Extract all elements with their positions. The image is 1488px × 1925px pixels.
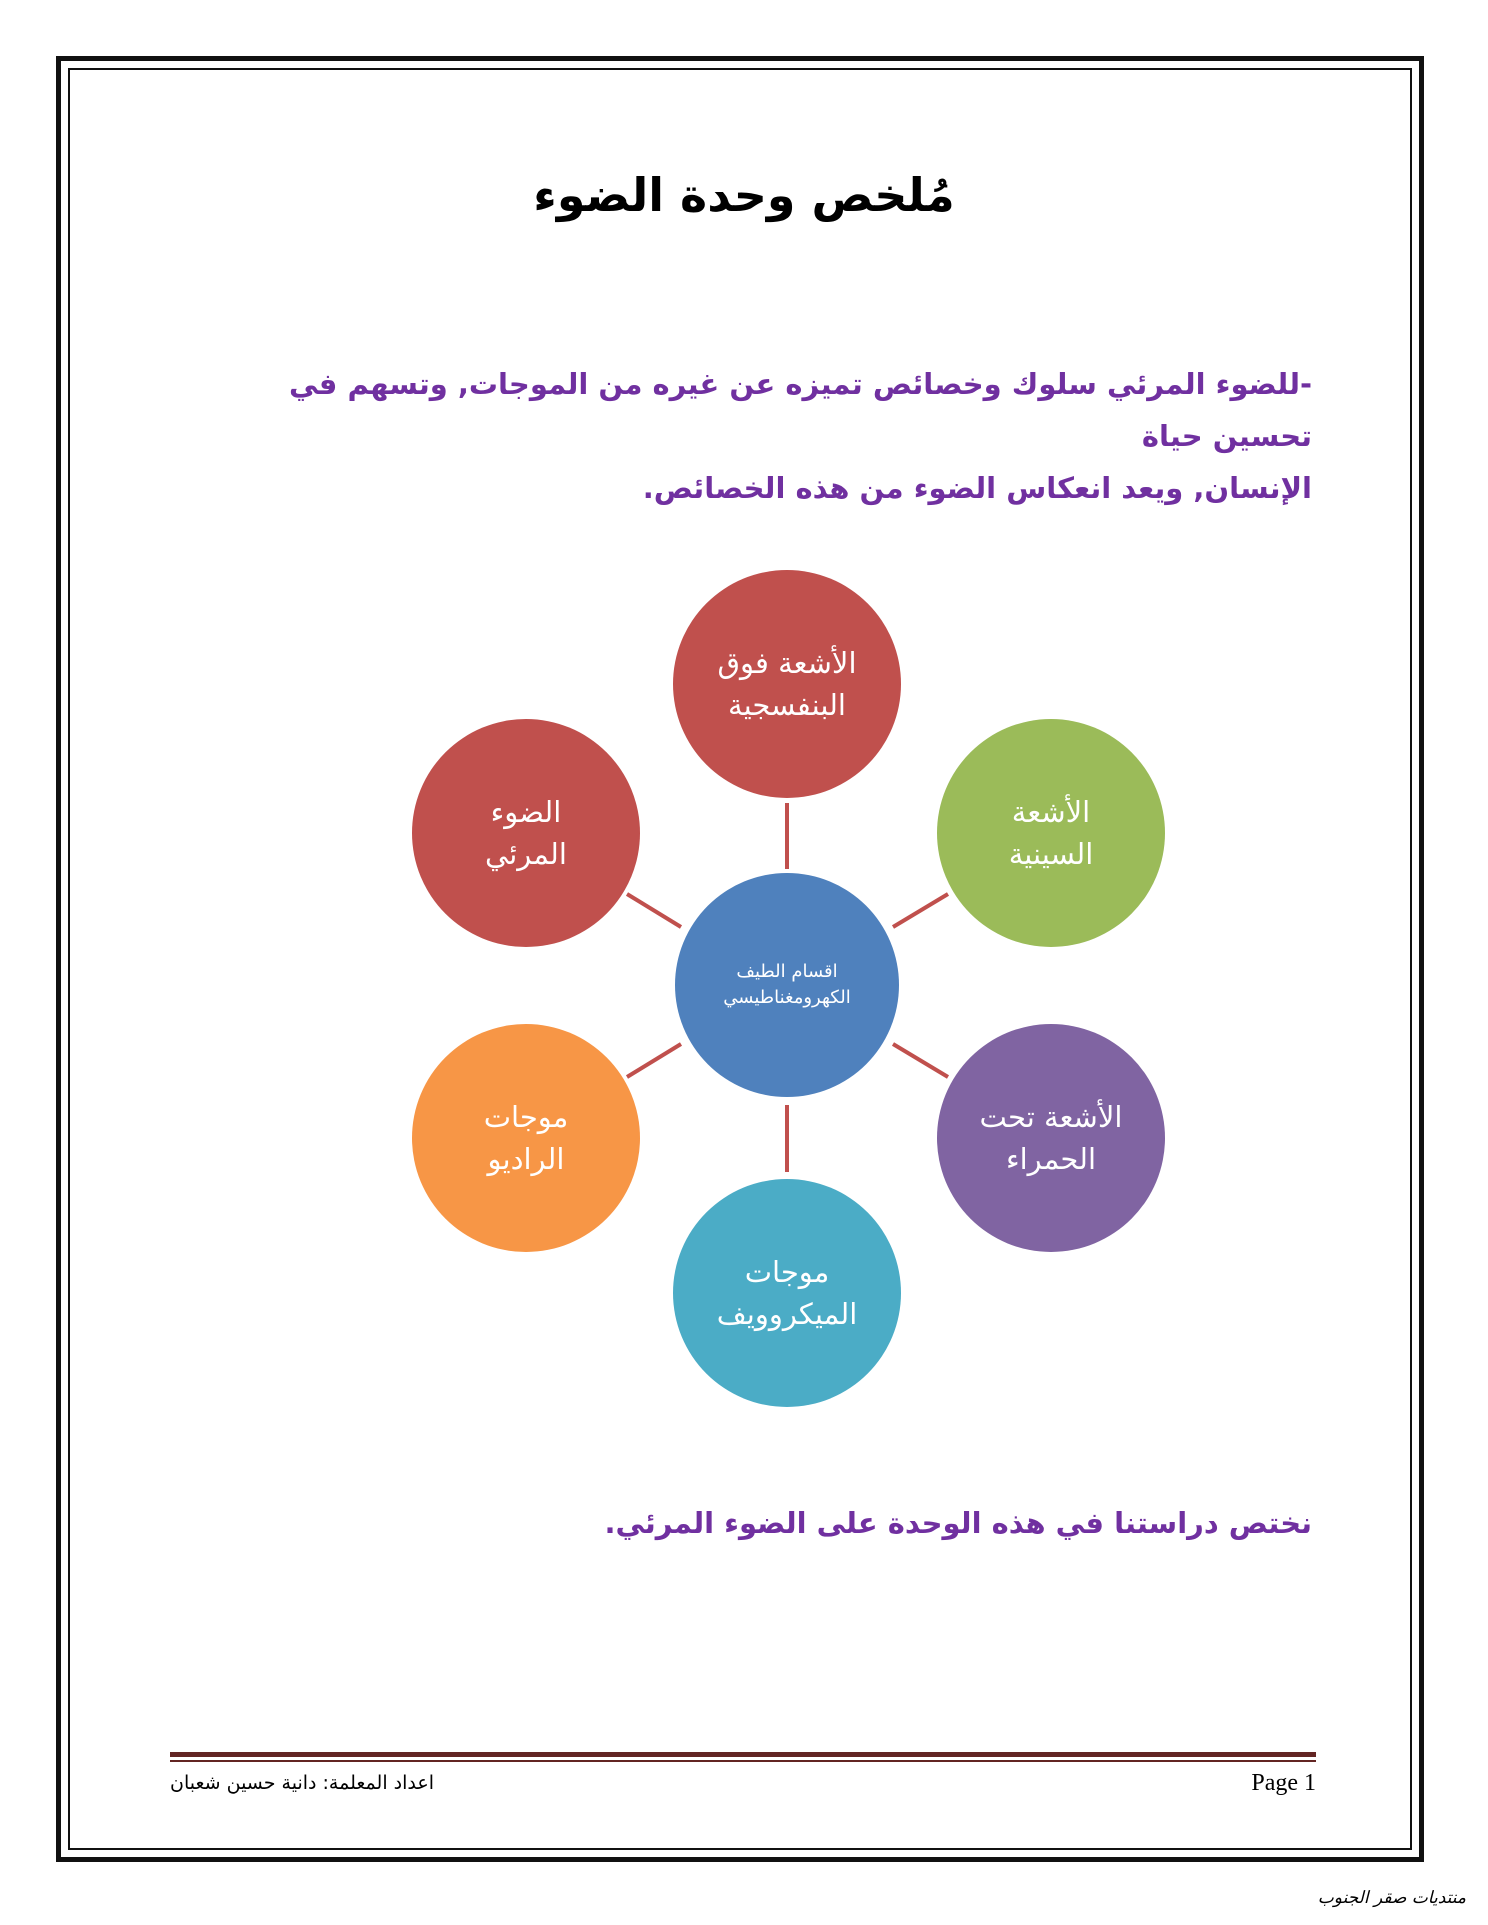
connector-line [893, 894, 948, 927]
footer-divider-thin [170, 1760, 1316, 1762]
spectrum-node-label-line-2: البنفسجية [728, 688, 846, 722]
spectrum-node-label-line-2: السينية [1008, 837, 1094, 871]
spectrum-node-label-line-2: الميكروويف [716, 1297, 858, 1331]
spectrum-node-label-line-1: الأشعة فوق [717, 646, 857, 680]
spectrum-node-label [426, 1096, 626, 1180]
center-label [692, 959, 882, 1011]
intro-line-2: الإنسان, ويعد انعكاس الضوء من هذه الخصائص. [642, 471, 1312, 505]
spectrum-node-label [687, 642, 887, 726]
spectrum-node-label-line-2: المرئي [485, 837, 567, 871]
footer-page-number: Page 1 [1251, 1770, 1316, 1796]
spectrum-node-label-line-1: موجات [483, 1100, 569, 1134]
connector-line [627, 894, 681, 927]
center-label-line-1: اقسام الطيف [736, 961, 838, 982]
footer-author: اعداد المعلمة: دانية حسين شعبان [170, 1772, 434, 1794]
spectrum-node-label [951, 791, 1151, 875]
spectrum-node-label-line-1: الأشعة تحت [979, 1100, 1123, 1134]
page-title: مُلخص وحدة الضوء [533, 168, 955, 222]
connector-line [893, 1044, 948, 1077]
spectrum-node-label [426, 791, 626, 875]
intro-line-1: -للضوء المرئي سلوك وخصائص تميزه عن غيره من الموجات, وتسهم في تحسين حياة [289, 367, 1312, 453]
watermark-text: منتديات صقر الجنوب [1317, 1888, 1466, 1908]
footer-divider-thick [170, 1752, 1316, 1757]
spectrum-node-label [687, 1251, 887, 1335]
spectrum-node-label [951, 1096, 1151, 1180]
spectrum-node-label-line-1: الأشعة [1011, 795, 1091, 829]
spectrum-node-label-line-2: الحمراء [1005, 1142, 1097, 1176]
center-label-line-2: الكهرومغناطيسي [723, 987, 851, 1008]
conclusion-text: نختص دراستنا في هذه الوحدة على الضوء المرئي. [604, 1506, 1312, 1540]
connector-line [627, 1044, 681, 1077]
spectrum-node-label-line-2: الراديو [487, 1142, 565, 1176]
spectrum-node-label-line-1: موجات [744, 1255, 830, 1289]
spectrum-node-label-line-1: الضوء [490, 795, 562, 829]
